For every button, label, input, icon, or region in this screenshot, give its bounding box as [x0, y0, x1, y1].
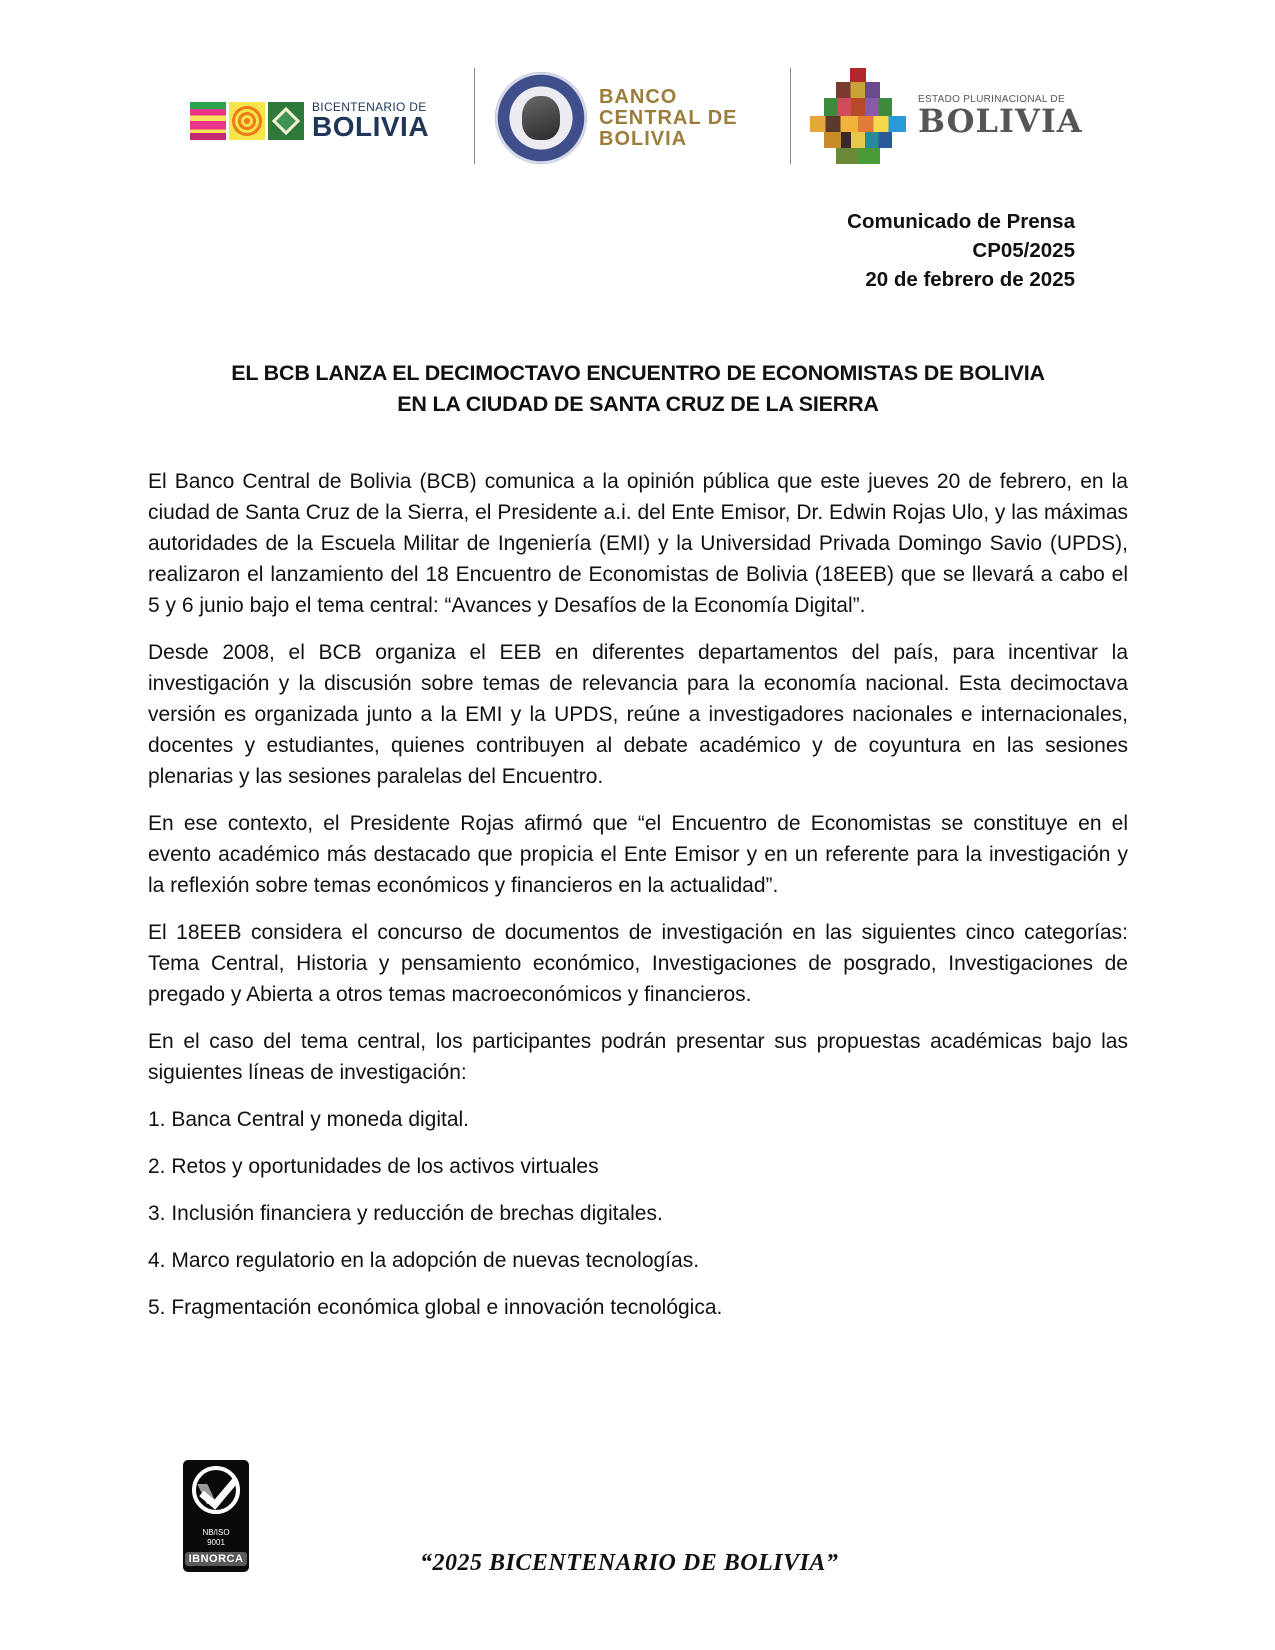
bcb-seal-icon: [495, 72, 587, 164]
paragraph: En el caso del tema central, los participantes podrán presentar sus propuestas académicas bajo las siguientes líneas de investigación:: [148, 1030, 1128, 1084]
press-release-number: CP05/2025: [972, 239, 1075, 262]
footer-slogan: “2025 BICENTENARIO DE BOLIVIA”: [420, 1550, 839, 1576]
estado-subtitle: ESTADO PLURINACIONAL DE: [918, 94, 1065, 105]
estado-title: BOLIVIA: [918, 102, 1083, 140]
woven-tile-icon: [190, 102, 226, 140]
logo-divider: [790, 68, 791, 164]
research-line-item: 2. Retos y oportunidades de los activos virtuales: [148, 1155, 599, 1178]
bicentenario-subtitle: BICENTENARIO DE: [312, 100, 427, 114]
press-release-date: 20 de febrero de 2025: [865, 268, 1075, 291]
estado-plurinacional-logo: [810, 68, 1083, 164]
bicentenario-logo: [190, 101, 429, 141]
bcb-wordmark: BANCO CENTRAL DE BOLIVIA: [599, 85, 738, 150]
research-line-item: 4. Marco regulatorio en la adopción de nuevas tecnologías.: [148, 1249, 700, 1272]
document-title: EL BCB LANZA EL DECIMOCTAVO ENCUENTRO DE ECONOMISTAS DE BOLIVIA EN LA CIUDAD DE SANTA CRUZ DE LA SIERRA: [231, 361, 1045, 416]
spiral-tile-icon: [229, 102, 265, 140]
bcb-logo: [495, 72, 738, 164]
bicentenario-title: BOLIVIA: [312, 111, 430, 142]
paragraph: El Banco Central de Bolivia (BCB) comunica a la opinión pública que este jueves 20 de febrero, en la ciudad de Santa Cruz de la Sierra, el Presidente a.i. del Ente Emisor, Dr. Edwin Rojas Ulo, y las máximas autoridades de la Escuela Militar de Ingeniería (EMI) y la Universidad Privada Domingo Savio (UPDS), realizaron el lanzamiento del 18 Encuentro de Economistas de Bolivia (18EEB) que se llevará a cabo el 5 y 6 junio bajo el tema central: “Avances y Desafíos de la Economía Digital”.: [148, 470, 1128, 617]
paragraph: En ese contexto, el Presidente Rojas afirmó que “el Encuentro de Economistas se constituye en el evento académico más destacado que propicia el Ente Emisor y en un referente para la investigación y la reflexión sobre temas económicos y financieros en la actualidad”.: [148, 812, 1128, 897]
press-release-info: [847, 207, 1075, 294]
letterhead: [190, 68, 1083, 168]
research-line-item: 3. Inclusión financiera y reducción de brechas digitales.: [148, 1202, 663, 1225]
chakana-icon: [810, 68, 906, 164]
paragraph: El 18EEB considera el concurso de documentos de investigación en las siguientes cinco categorías: Tema Central, Historia y pensamiento económico, Investigaciones de posgrado, Investigaciones de pregado y Abierta a otros temas macroeconómicos y financieros.: [148, 921, 1128, 1006]
paragraph: Desde 2008, el BCB organiza el EEB en diferentes departamentos del país, para incentivar la investigación y la discusión sobre temas de relevancia para la economía nacional. Esta decimoctava versión es organizada junto a la EMI y la UPDS, reúne a investigadores nacionales e internacionales, docentes y estudiantes, quienes contribuyen al debate académico y de coyuntura en las sesiones plenarias y las sesiones paralelas del Encuentro.: [148, 641, 1128, 788]
research-line-item: 1. Banca Central y moneda digital.: [148, 1108, 470, 1131]
bicentenario-tiles-icon: [190, 102, 304, 140]
mercury-head-icon: [522, 96, 560, 140]
diamond-tile-icon: [268, 102, 304, 140]
logo-divider: [474, 68, 475, 164]
iso-certification-badge: NB/ISO 9001 IBNORCA: [183, 1460, 249, 1572]
document-body: [148, 466, 1128, 1339]
research-line-item: 5. Fragmentación económica global e innovación tecnológica.: [148, 1296, 723, 1319]
checkmark-icon: [192, 1466, 240, 1514]
press-release-type: Comunicado de Prensa: [847, 210, 1075, 233]
ibnorca-label: IBNORCA: [185, 1552, 248, 1566]
